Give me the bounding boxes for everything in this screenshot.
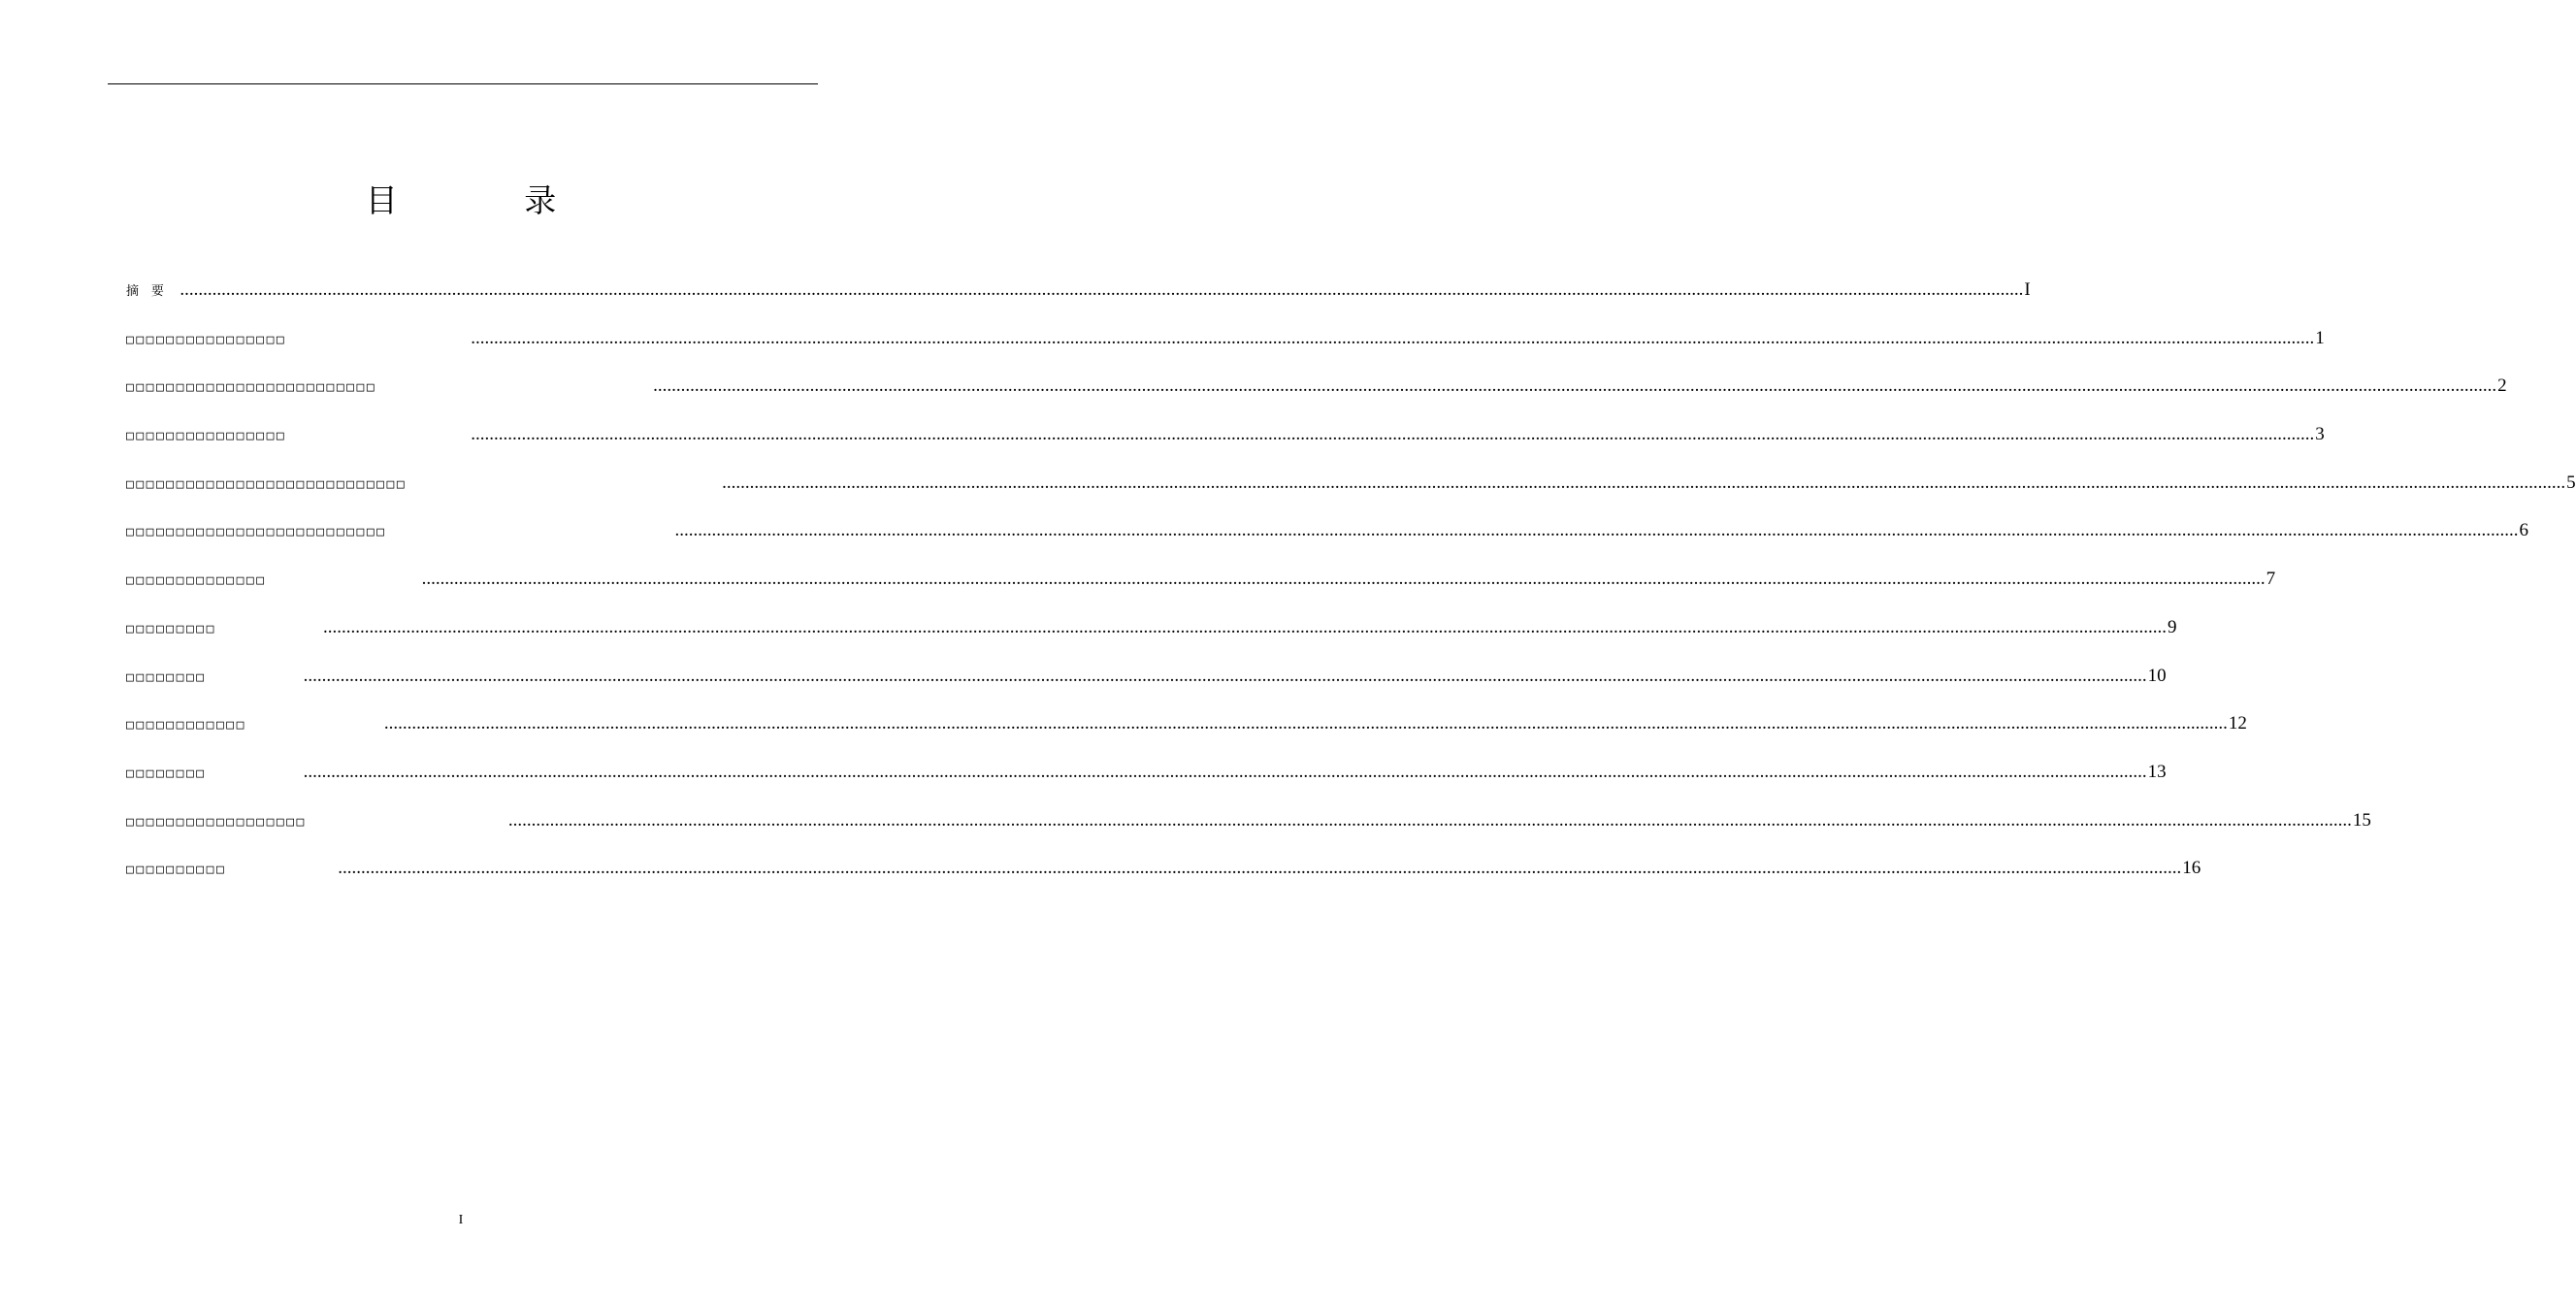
toc-entry-label: □□□□□□□□	[126, 766, 207, 781]
toc-leader-dots: ................................................................................................................................................................................................................................................................................................................................................................................................................	[421, 569, 2266, 590]
toc-entry-label: □□□□□□□□□	[126, 621, 216, 636]
toc-entry[interactable]	[126, 662, 2167, 691]
toc-entry-page-number: 15	[2352, 809, 2371, 831]
toc-entry-label: □□□□□□□□□□	[126, 863, 227, 878]
toc-entry[interactable]	[126, 372, 2507, 401]
page-title: 目 录	[365, 181, 615, 219]
toc-entry-label: □□□□□□□□□□□□□□□□□□□□□□□□□□□□	[126, 476, 408, 492]
toc-entry[interactable]	[126, 806, 2371, 835]
toc-entry-page-number: 1	[2315, 327, 2325, 348]
toc-entry-label: □□□□□□□□□□□□□□□□	[126, 429, 287, 444]
toc-entry-label: □□□□□□□□□□□□	[126, 718, 246, 734]
toc-leader-dots: ................................................................................................................................................................................................................................................................................................................................................................................................................	[722, 472, 2566, 493]
toc-entry[interactable]	[126, 324, 2325, 353]
toc-entry-page-number: 16	[2182, 858, 2201, 879]
footer-page-number: I	[458, 1213, 464, 1227]
toc-entry[interactable]	[126, 469, 2576, 498]
toc-leader-dots: ................................................................................................................................................................................................................................................................................................................................................................................................................	[303, 665, 2147, 686]
toc-entry-page-number: 13	[2147, 761, 2167, 782]
toc-leader-dots: ................................................................................................................................................................................................................................................................................................................................................................................................................	[653, 375, 2497, 397]
toc-leader-dots: ................................................................................................................................................................................................................................................................................................................................................................................................................	[179, 279, 2024, 300]
toc-entry-page-number: 5	[2566, 472, 2576, 493]
toc-leader-dots: ................................................................................................................................................................................................................................................................................................................................................................................................................	[674, 520, 2519, 541]
toc-entry-label: 摘 要	[126, 284, 167, 299]
header-rule	[108, 83, 818, 84]
toc-leader-dots: ................................................................................................................................................................................................................................................................................................................................................................................................................	[507, 809, 2352, 831]
toc-entry-page-number: I	[2024, 279, 2031, 300]
toc-leader-dots: ................................................................................................................................................................................................................................................................................................................................................................................................................	[471, 327, 2315, 348]
toc-leader-dots: ................................................................................................................................................................................................................................................................................................................................................................................................................	[303, 761, 2147, 782]
toc-entry[interactable]	[126, 758, 2167, 787]
toc-leader-dots: ................................................................................................................................................................................................................................................................................................................................................................................................................	[338, 858, 2182, 879]
toc-leader-dots: ................................................................................................................................................................................................................................................................................................................................................................................................................	[471, 424, 2315, 445]
toc-entry-label: □□□□□□□□	[126, 669, 207, 685]
toc-entry-label: □□□□□□□□□□□□□□□□	[126, 332, 287, 347]
toc-entry-label: □□□□□□□□□□□□□□	[126, 573, 267, 589]
table-of-contents	[126, 276, 2576, 902]
toc-entry[interactable]	[126, 276, 2031, 305]
toc-entry-page-number: 2	[2497, 375, 2507, 397]
toc-entry-page-number: 6	[2519, 520, 2528, 541]
toc-entry-page-number: 3	[2315, 424, 2325, 445]
toc-entry-label: □□□□□□□□□□□□□□□□□□	[126, 814, 307, 830]
toc-entry-page-number: 10	[2147, 665, 2167, 686]
toc-entry[interactable]	[126, 516, 2528, 545]
toc-entry[interactable]	[126, 420, 2325, 449]
toc-entry[interactable]	[126, 613, 2177, 642]
toc-entry-label: □□□□□□□□□□□□□□□□□□□□□□□□□	[126, 380, 377, 396]
toc-entry-label: □□□□□□□□□□□□□□□□□□□□□□□□□□	[126, 525, 387, 540]
toc-entry[interactable]	[126, 709, 2247, 738]
toc-entry-page-number: 9	[2167, 616, 2177, 637]
toc-leader-dots: ................................................................................................................................................................................................................................................................................................................................................................................................................	[383, 713, 2228, 734]
toc-leader-dots: ................................................................................................................................................................................................................................................................................................................................................................................................................	[322, 616, 2167, 637]
toc-entry[interactable]	[126, 565, 2276, 594]
toc-entry-page-number: 12	[2228, 713, 2247, 734]
toc-entry[interactable]	[126, 854, 2201, 883]
toc-entry-page-number: 7	[2266, 569, 2276, 590]
